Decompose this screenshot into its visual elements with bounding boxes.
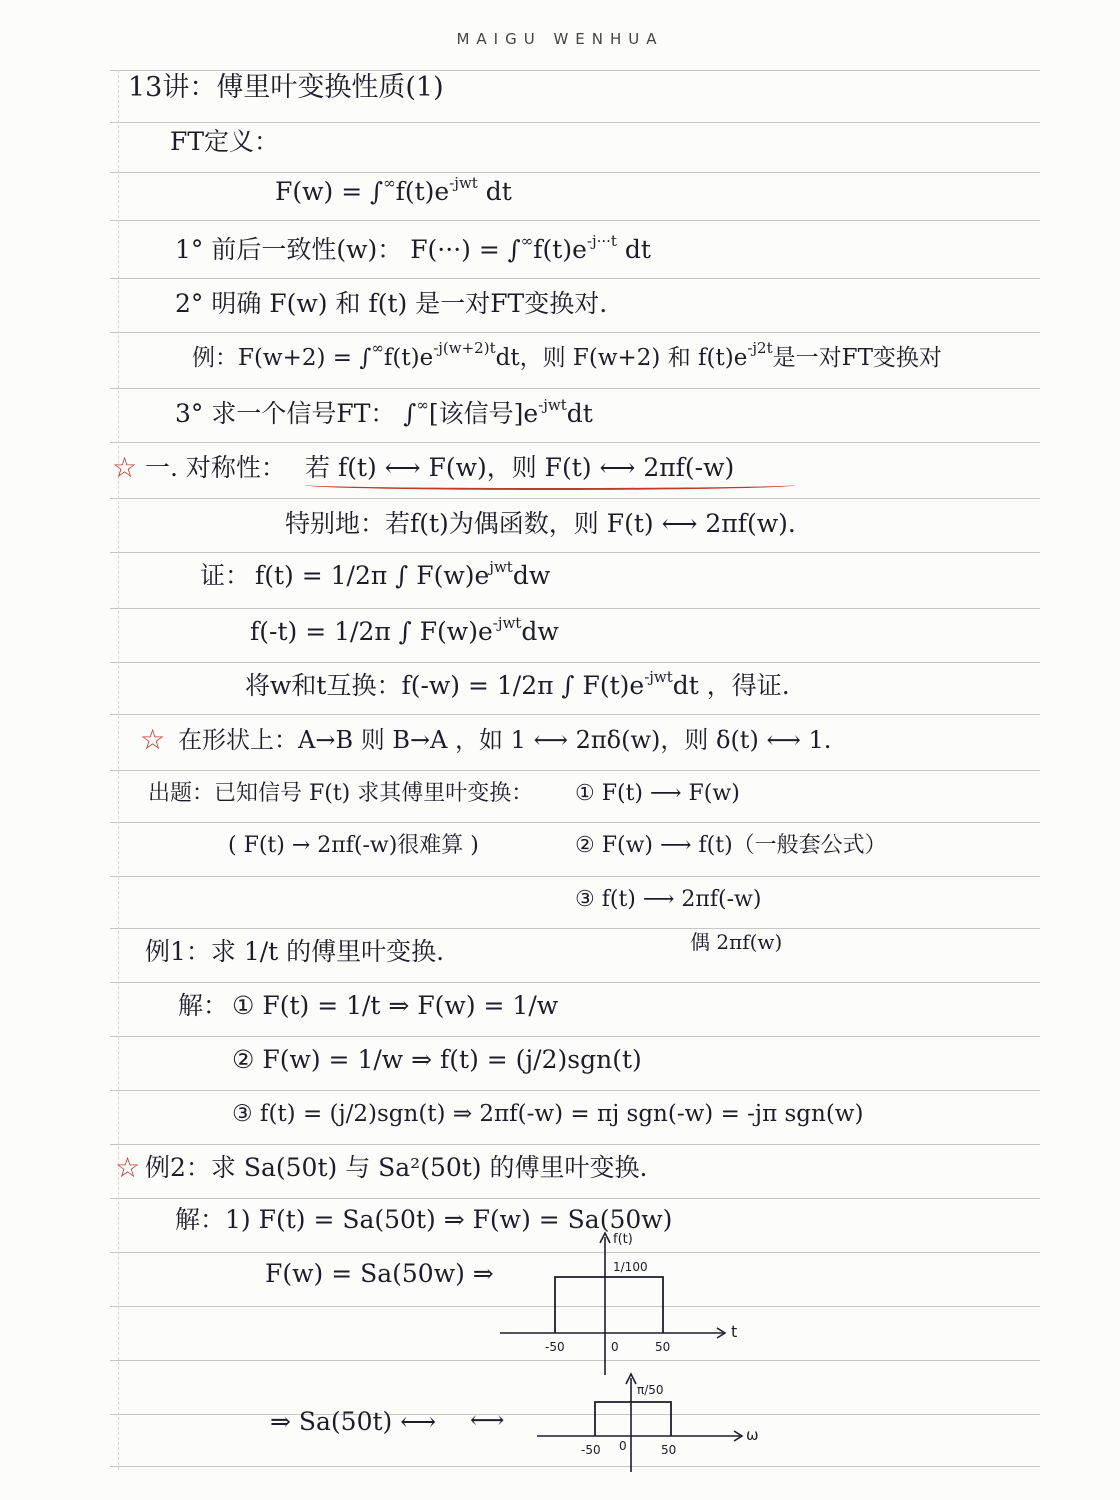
- proof-3-exponent: -jwt: [644, 668, 673, 686]
- formula-rhs: dt: [485, 177, 512, 206]
- y-axis-label: f(t): [613, 1232, 633, 1247]
- red-underline: [305, 480, 795, 490]
- example-2-step-2: F(w) = Sa(50w) ⇒: [265, 1259, 494, 1288]
- ruled-line: [110, 662, 1040, 663]
- point-2-example: 例：$F(w+2) = \int^\infty f(t)e^{-j(w+2)t}dt$，则 F(w+2) 和 $f(t)e^{-j2t}$是一对FT变换对: [192, 339, 942, 371]
- example-2-step-3: ⇒ Sa(50t) ⟷: [270, 1407, 437, 1436]
- ruled-line: [110, 608, 1040, 609]
- proof-2-tail: dw: [521, 617, 559, 646]
- point-1-tail: dt: [624, 235, 651, 264]
- ruled-line: [110, 1036, 1040, 1037]
- example-2-title: 例2：求 Sa(50t) 与 Sa²(50t) 的傅里叶变换.: [145, 1153, 648, 1182]
- example-exponent: -j(w+2)t: [433, 339, 496, 357]
- tick-label-pos: 50: [655, 1340, 671, 1354]
- star-mark-icon: ☆: [112, 451, 138, 484]
- point-3-tail: dt: [566, 399, 593, 428]
- star-mark-icon: ☆: [115, 1151, 141, 1184]
- shape-rule: 在形状上：A→B 则 B→A ，如 1 ⟷ 2πδ(w)，则 δ(t) ⟷ 1.: [178, 726, 832, 754]
- ruled-line: [110, 172, 1040, 173]
- pulse-shape: [555, 1277, 663, 1333]
- ruled-line: [110, 1198, 1040, 1199]
- proof-line-1: [255, 560, 550, 595]
- exam-step-1: ① F(t) ⟶ F(w): [575, 781, 740, 806]
- proof-3-integral: ∫ F(t)e: [553, 671, 645, 700]
- ruled-line: [110, 1144, 1040, 1145]
- spectrum-height-label: π/50: [637, 1383, 664, 1397]
- tick-label-zero: 0: [611, 1340, 619, 1354]
- margin-line: [118, 70, 119, 1470]
- exam-step-3: ③ f(t) ⟶ 2πf(-w): [575, 887, 762, 912]
- formula-lhs: F(w) = ∫: [275, 177, 384, 206]
- ruled-line: [110, 770, 1040, 771]
- example-tail: 是一对FT变换对: [772, 345, 942, 371]
- example-1-step-2: ② F(w) = 1/w ⇒ f(t) = (j/2)sgn(t): [232, 1045, 642, 1074]
- proof-1-tail: dw: [512, 561, 551, 590]
- ruled-line: [110, 278, 1040, 279]
- point-1-exponent: -j···t: [586, 232, 617, 250]
- ruled-line: [110, 442, 1040, 443]
- proof-2-integral: ∫ F(w)e: [390, 617, 493, 646]
- point-1-text: 1° 前后一致性(w)： F(···) = ∫: [175, 235, 521, 264]
- double-arrow-icon: ⟷: [470, 1406, 505, 1434]
- ruled-line: [110, 714, 1040, 715]
- ruled-line: [110, 388, 1040, 389]
- example-1-step-1: ① F(t) = 1/t ⇒ F(w) = 1/w: [232, 991, 559, 1020]
- ft-definition-formula: $F(w) = \int^\infty f(t)e^{-jwt}$ dt: [275, 174, 512, 206]
- ruled-line: [110, 822, 1040, 823]
- exam-even-note: 偶 2πf(w): [690, 930, 783, 954]
- point-1: 1° 前后一致性(w)： $F(\cdot\cdot\cdot) = \int^\infty f(t)e^{-j\cdot\cdot\cdot t}$ dt: [175, 232, 651, 264]
- proof-1-integral: ∫ F(w)e: [387, 561, 490, 590]
- tick-label-neg: -50: [545, 1340, 565, 1354]
- ruled-line: [110, 498, 1040, 499]
- exam-lead: 出题：已知信号 F(t) 求其傅里叶变换：: [148, 781, 534, 806]
- ruled-line: [110, 928, 1040, 929]
- example-exponent-2: -j2t: [747, 339, 773, 357]
- example-1-solution-label: 解：: [178, 991, 229, 1020]
- tick-label-pos: 50: [661, 1443, 677, 1457]
- point-3-text: 3° 求一个信号FT： ∫: [175, 399, 417, 428]
- ft-definition-heading: FT定义：: [170, 127, 280, 156]
- point-3: 3° 求一个信号FT： ∫∞[该信号]$e^{-jwt}dt$: [175, 396, 593, 428]
- symmetry-label: 一. 对称性：: [145, 453, 286, 482]
- proof-label: 证：: [200, 561, 251, 590]
- proof-line-2: [250, 616, 559, 651]
- proof-1-lhs: f(t) =: [255, 561, 331, 590]
- proof-3-lhs: 将w和t互换：f(-w) =: [245, 671, 497, 700]
- ruled-line: [110, 70, 1040, 71]
- ruled-line: [110, 220, 1040, 221]
- example-2-step-1: 解：1) F(t) = Sa(50t) ⇒ F(w) = Sa(50w): [175, 1205, 673, 1234]
- rect-pulse-graph-2: [535, 1372, 765, 1484]
- ruled-line: [110, 332, 1040, 333]
- tick-label-neg: -50: [581, 1443, 601, 1457]
- exam-note: ( F(t) → 2πf(-w)很难算 ): [228, 833, 479, 858]
- ruled-line: [110, 982, 1040, 983]
- example-1-title: 例1：求 1/t 的傅里叶变换.: [145, 937, 445, 966]
- proof-1-fraction: 1/2π: [330, 561, 388, 590]
- point-3-bracket: [该信号]e: [428, 399, 539, 428]
- point-3-exponent: -jwt: [538, 396, 567, 414]
- page-title: 13讲：傅里叶变换性质(1): [128, 72, 444, 103]
- brand-header: MAIGU WENHUA: [456, 30, 664, 48]
- proof-1-exponent: jwt: [489, 558, 513, 576]
- proof-line-3: [245, 670, 790, 705]
- formula-exponent: -jwt: [449, 174, 478, 192]
- proof-2-fraction: 1/2π: [334, 617, 391, 646]
- ruled-line: [110, 122, 1040, 123]
- symmetry-special: 特别地：若f(t)为偶函数，则 F(t) ⟷ 2πf(w).: [285, 509, 796, 538]
- x-axis-label: ω: [746, 1426, 759, 1444]
- x-axis-label: t: [731, 1322, 738, 1341]
- proof-2-exponent: -jwt: [492, 614, 522, 632]
- example-1-step-3: ③ f(t) = (j/2)sgn(t) ⇒ 2πf(-w) = πj sgn(-w) = -jπ sgn(w): [232, 1101, 864, 1127]
- example-middle: dt，则 F(w+2) 和 f(t)e: [495, 345, 748, 371]
- symmetry-rule: 若 f(t) ⟷ F(w)，则 F(t) ⟷ 2πf(-w): [305, 453, 735, 482]
- ruled-line: [110, 876, 1040, 877]
- point-2: 2° 明确 F(w) 和 f(t) 是一对FT变换对.: [175, 289, 608, 318]
- proof-3-tail: dt ，得证.: [672, 671, 790, 700]
- proof-3-fraction: 1/2π: [496, 671, 554, 700]
- spectrum-shape: [595, 1402, 671, 1436]
- ruled-line: [110, 1090, 1040, 1091]
- star-mark-icon: ☆: [140, 723, 166, 756]
- rect-pulse-graph-1: [495, 1225, 745, 1385]
- example-lhs: 例：F(w+2) = ∫: [192, 345, 372, 371]
- pulse-height-label: 1/100: [613, 1260, 648, 1274]
- proof-2-lhs: f(-t) =: [250, 617, 335, 646]
- tick-label-zero: 0: [619, 1439, 627, 1453]
- ruled-line: [110, 552, 1040, 553]
- exam-step-2: ② F(w) ⟶ f(t)（一般套公式）: [575, 833, 887, 858]
